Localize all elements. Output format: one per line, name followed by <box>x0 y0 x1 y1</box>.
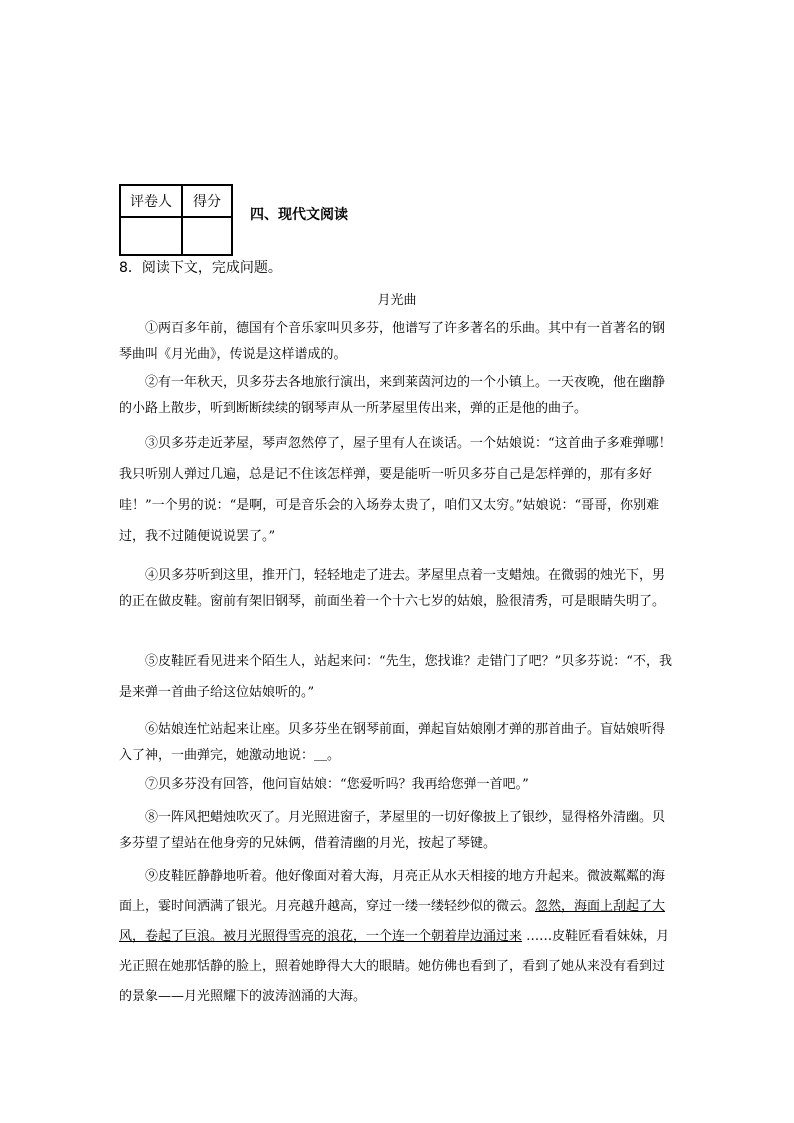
question-prompt: 8．阅读下文，完成问题。 <box>119 260 282 276</box>
paragraph-9-text-a: ⑨皮鞋匠静静地听着。他好像面对着大海，月亮正从水天相接的地方升起来。微波粼粼的海面上，霎时间洒满了银光。月亮越升越高，穿过一缕一缕轻纱似的微云。 <box>119 869 666 914</box>
paragraph-1: ①两百多年前，德国有个音乐家叫贝多芬，他谱写了许多著名的乐曲。其中有一首著名的钢琴曲叫《月光曲》，传说是这样谱成的。 <box>119 321 666 362</box>
paragraph-7: ⑦贝多芬没有回答，他问盲姑娘：“您爱听吗？我再给您弹一首吧。” <box>145 777 529 792</box>
paragraph-9-text-b: ……皮鞋匠看看妹妹，月光正照在她那恬静的脸上，照着她睁得大大的眼睛。她仿佛也看到了，看到了她从来没有看到过的景象——月光照耀下的波涛汹涌的大海。 <box>119 929 670 1004</box>
paragraph-2: ②有一年秋天，贝多芬去各地旅行演出，来到莱茵河边的一个小镇上。一天夜晚，他在幽静的小路上散步，听到断断续续的钢琴声从一所茅屋里传出来，弹的正是他的曲子。 <box>119 375 666 416</box>
story-title: 月光曲 <box>377 293 417 308</box>
reviewer-header: 评卷人 <box>120 185 182 217</box>
paragraph-8: ⑧一阵风把蜡烛吹灭了。月光照进窗子，茅屋里的一切好像披上了银纱，显得格外清幽。贝多芬望了望站在他身旁的兄妹俩，借着清幽的月光，按起了琴键。 <box>119 810 666 851</box>
paragraph-3: ③贝多芬走近茅屋，琴声忽然停了，屋子里有人在谈话。一个姑娘说：“这首曲子多难弹哪！我只听别人弹过几遍，总是记不住该怎样弹，要是能听一听贝多芬自己是怎样弹的，那有多好哇！”一个男的说：“是啊，可是音乐会的入场券太贵了，咱们又太穷。”姑娘说：“哥哥，你别难过，我不过随便说说罢了。” <box>119 436 672 544</box>
paragraph-5: ⑤皮鞋匠看见进来个陌生人，站起来问：“先生，您找谁？走错门了吧？”贝多芬说：“不，我是来弹一首曲子给这位姑娘听的。” <box>119 654 672 700</box>
score-header: 得分 <box>182 185 232 217</box>
score-table <box>119 184 233 256</box>
paragraph-6: ⑥姑娘连忙站起来让座。贝多芬坐在钢琴前面，弹起盲姑娘刚才弹的那首曲子。盲姑娘听得入了神，一曲弹完，她激动地说：＿。 <box>119 722 666 763</box>
score-cell <box>182 217 232 255</box>
section-title: 四、现代文阅读 <box>250 207 348 223</box>
reviewer-cell <box>120 217 182 255</box>
paragraph-9 <box>119 862 675 1012</box>
paragraph-4: ④贝多芬听到这里，推开门，轻轻地走了进去。茅屋里点着一支蜡烛。在微弱的烛光下，男的正在做皮鞋。窗前有架旧钢琴，前面坐着一个十六七岁的姑娘，脸很清秀，可是眼睛失明了。 <box>119 568 666 609</box>
paragraph-9-underlined: 忽然，海面上刮起了大风，卷起了巨浪。被月光照得雪亮的浪花，一个连一个朝着岸边涌过来 <box>119 899 666 944</box>
